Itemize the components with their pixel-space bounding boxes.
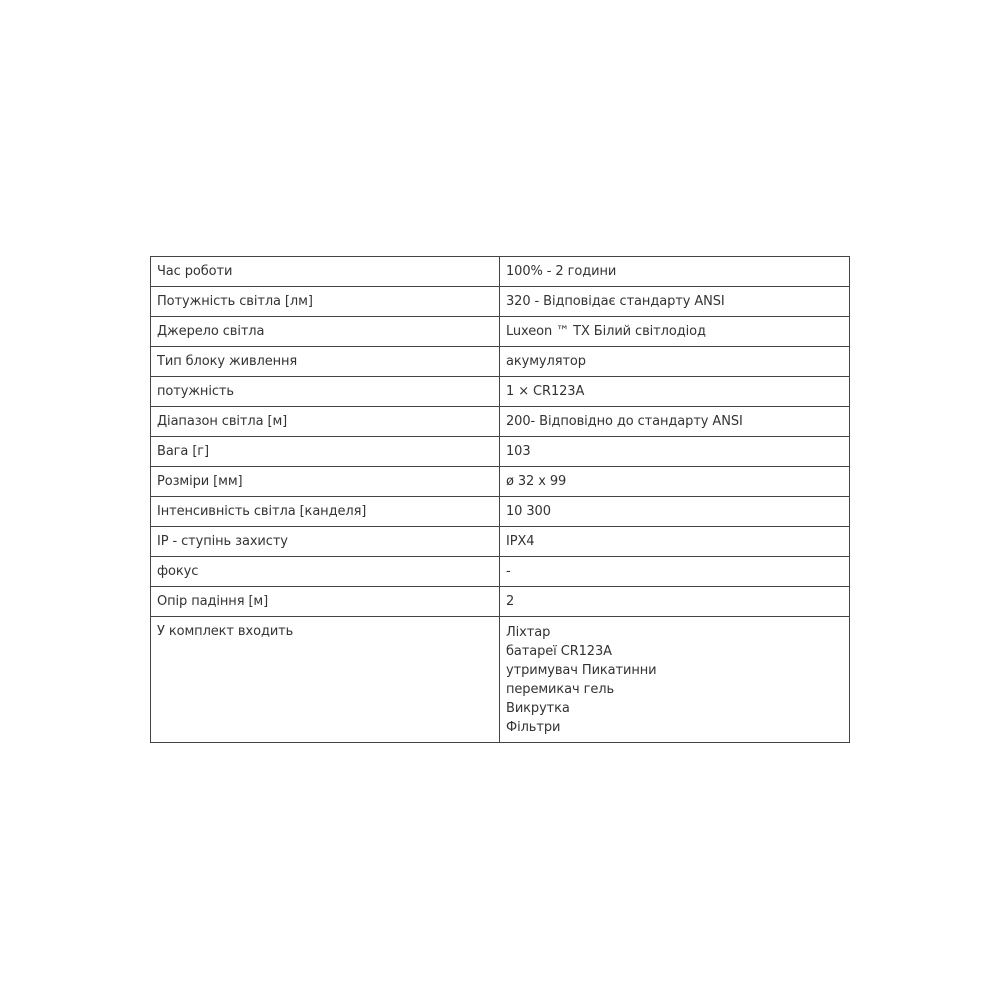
spec-value: - — [500, 557, 850, 587]
spec-label: Тип блоку живлення — [151, 347, 500, 377]
spec-value: 103 — [500, 437, 850, 467]
table-row — [151, 377, 850, 407]
kit-item: перемикач гель — [506, 682, 615, 697]
kit-item: батареї CR123A — [506, 644, 612, 659]
spec-label: Час роботи — [151, 257, 500, 287]
spec-label: У комплект входить — [151, 617, 500, 743]
table-row — [151, 287, 850, 317]
kit-item: утримувач Пикатинни — [506, 663, 657, 678]
table-row — [151, 467, 850, 497]
kit-item: Ліхтар — [506, 625, 551, 640]
spec-label: Діапазон світла [м] — [151, 407, 500, 437]
spec-value: 10 300 — [500, 497, 850, 527]
table-row — [151, 347, 850, 377]
spec-label: Джерело світла — [151, 317, 500, 347]
table-row — [151, 257, 850, 287]
spec-value: IPX4 — [500, 527, 850, 557]
spec-label: Потужність світла [лм] — [151, 287, 500, 317]
spec-value: 100% - 2 години — [500, 257, 850, 287]
spec-label: фокус — [151, 557, 500, 587]
table-row — [151, 497, 850, 527]
table-row — [151, 587, 850, 617]
table-row — [151, 317, 850, 347]
spec-value: ø 32 x 99 — [500, 467, 850, 497]
table-row — [151, 407, 850, 437]
table-row — [151, 527, 850, 557]
kit-items — [500, 617, 850, 743]
spec-label: потужність — [151, 377, 500, 407]
kit-item: Фільтри — [506, 720, 561, 735]
table-row — [151, 437, 850, 467]
spec-value: акумулятор — [500, 347, 850, 377]
spec-value: 1 × CR123A — [500, 377, 850, 407]
table-row-kit — [151, 617, 850, 743]
spec-value: 320 - Відповідає стандарту ANSI — [500, 287, 850, 317]
spec-label: Розміри [мм] — [151, 467, 500, 497]
spec-table — [150, 256, 850, 743]
spec-value: Luxeon ™ TX Білий світлодіод — [500, 317, 850, 347]
spec-value: 200- Відповідно до стандарту ANSI — [500, 407, 850, 437]
spec-value: 2 — [500, 587, 850, 617]
spec-label: Вага [г] — [151, 437, 500, 467]
spec-label: IP - ступінь захисту — [151, 527, 500, 557]
spec-label: Інтенсивність світла [канделя] — [151, 497, 500, 527]
spec-label: Опір падіння [м] — [151, 587, 500, 617]
kit-item: Викрутка — [506, 701, 570, 716]
table-row — [151, 557, 850, 587]
